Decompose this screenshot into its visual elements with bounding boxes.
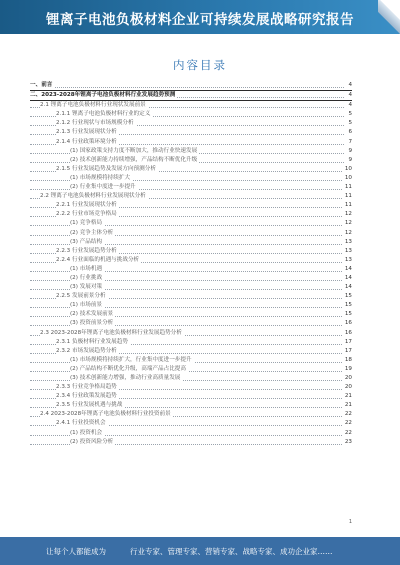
toc-entry-title: (2) 竞争主体分析 — [70, 229, 114, 236]
toc-entry[interactable] — [30, 383, 352, 392]
toc-entry[interactable] — [30, 401, 352, 410]
toc-entry-page: 5 — [346, 110, 352, 119]
toc-entry[interactable] — [30, 301, 352, 310]
toc-entry-page: 12 — [343, 219, 352, 228]
toc-entry-page: 4 — [346, 101, 352, 110]
toc-entry[interactable] — [30, 374, 352, 383]
toc-entry[interactable] — [30, 128, 352, 137]
toc-entry[interactable] — [30, 81, 352, 91]
toc-entry-title: 2.2.3 行业发展趋势分析 — [56, 247, 117, 254]
toc-entry-title: 2.3 2023-2028年锂离子电池负极材料行业发展趋势分析 — [40, 329, 182, 336]
toc-entry-title: 2.3.2 市场发展趋势分析 — [56, 347, 117, 354]
toc-entry-page: 9 — [346, 147, 352, 156]
toc-entry-title: (3) 投资前景分析 — [70, 320, 114, 327]
toc-entry-page: 11 — [343, 201, 352, 210]
toc-entry[interactable] — [30, 338, 352, 347]
toc-entry-page: 10 — [343, 174, 352, 183]
toc-entry[interactable] — [30, 210, 352, 219]
toc-entry-title: 二、2023-2028年锂离子电池负极材料行业发展趋势预测 — [30, 92, 176, 99]
toc-entry-page: 15 — [343, 310, 352, 319]
toc-entry-page: 12 — [343, 229, 352, 238]
toc-entry-page: 14 — [343, 283, 352, 292]
toc-entry[interactable] — [30, 265, 352, 274]
toc-entry-page: 19 — [343, 365, 352, 374]
toc-entry[interactable] — [30, 192, 352, 201]
toc-entry[interactable] — [30, 419, 352, 428]
toc-entry[interactable] — [30, 256, 352, 265]
toc-entry-title: (1) 投资机会 — [70, 429, 103, 436]
toc-entry-title: 2.3.1 负极材料行业发展趋势 — [56, 338, 128, 345]
toc-entry-page: 12 — [343, 210, 352, 219]
toc-entry[interactable] — [30, 219, 352, 228]
toc-entry-page: 13 — [343, 247, 352, 256]
toc-entry-page: 11 — [343, 192, 352, 201]
toc-entry[interactable] — [30, 101, 352, 110]
toc-entry-page: 15 — [343, 292, 352, 301]
toc-entry-title: 2.3.3 行业竞争格局趋势 — [56, 384, 117, 391]
toc-entry-title: (2) 技术发展前景 — [70, 311, 114, 318]
toc-entry[interactable] — [30, 319, 352, 328]
table-of-contents — [30, 81, 352, 447]
toc-entry[interactable] — [30, 110, 352, 119]
toc-entry-title: 2.3.4 行业政策发展趋势 — [56, 393, 117, 400]
toc-entry-title: 2.1.4 行业政策环境分析 — [56, 138, 117, 145]
toc-entry-title: 2.1.3 行业发展现状分析 — [56, 129, 117, 136]
toc-entry[interactable] — [30, 329, 352, 338]
toc-entry-title: (1) 市场机遇 — [70, 265, 103, 272]
toc-entry-title: 2.2.1 行业发展现状分析 — [56, 202, 117, 209]
toc-entry-title: (1) 国家政策支持力度不断加大，推动行业快速发展 — [70, 147, 198, 154]
toc-entry-page: 11 — [343, 183, 352, 192]
page-number: 1 — [348, 519, 352, 525]
toc-entry[interactable] — [30, 392, 352, 401]
toc-entry-title: 2.1.5 行业发展趋势及发展方向预测分析 — [56, 165, 156, 172]
toc-entry-title: 2.1 锂离子电池负极材料行业现状发展前景 — [40, 102, 146, 109]
toc-entry[interactable] — [30, 438, 352, 447]
toc-entry-title: (2) 产品结构不断优化升级，高端产品占比提高 — [70, 365, 186, 372]
toc-entry[interactable] — [30, 119, 352, 128]
toc-entry-title: 2.2.4 行业面临的机遇与挑战分析 — [56, 256, 140, 263]
footer-slogan: 让每个人都能成为 — [46, 547, 106, 556]
toc-entry-page: 21 — [343, 392, 352, 401]
footer-tagline: 行业专家、管理专家、营销专家、战略专家、成功企业家…… — [130, 547, 333, 556]
toc-entry-title: (2) 技术创新能力持续增强，产品结构不断优化升级 — [70, 156, 198, 163]
toc-entry-title: (1) 市场规模将持续扩大，行业集中度进一步提升 — [70, 356, 192, 363]
toc-entry-page: 7 — [346, 138, 352, 147]
toc-entry-title: 2.2.2 行业市场竞争格局 — [56, 211, 117, 218]
toc-entry-title: (1) 市场前景 — [70, 302, 103, 309]
header-banner — [0, 0, 400, 34]
toc-entry[interactable] — [30, 165, 352, 174]
toc-entry-page: 16 — [343, 329, 352, 338]
toc-entry-page: 17 — [343, 338, 352, 347]
toc-entry-page: 4 — [346, 81, 352, 90]
toc-entry[interactable] — [30, 138, 352, 147]
toc-entry-page: 20 — [343, 383, 352, 392]
toc-entry[interactable] — [30, 356, 352, 365]
toc-entry-page: 5 — [346, 119, 352, 128]
toc-entry-page: 6 — [346, 128, 352, 137]
toc-entry-page: 4 — [346, 91, 352, 100]
toc-entry-page: 14 — [343, 274, 352, 283]
toc-entry-title: (1) 市场规模将持续扩大 — [70, 174, 131, 181]
page-corner-curl — [378, 0, 400, 34]
toc-entry[interactable] — [30, 156, 352, 165]
toc-entry-title: (2) 行业集中度进一步提升 — [70, 184, 136, 191]
toc-entry[interactable] — [30, 274, 352, 283]
toc-entry-title: (2) 投资风险分析 — [70, 438, 114, 445]
toc-entry-title: (1) 竞争格局 — [70, 220, 103, 227]
report-title: 锂离子电池负极材料企业可持续发展战略研究报告 — [46, 12, 354, 28]
toc-entry-page: 18 — [343, 356, 352, 365]
toc-entry[interactable] — [30, 238, 352, 247]
toc-entry[interactable] — [30, 147, 352, 156]
toc-entry[interactable] — [30, 310, 352, 319]
toc-entry-page: 13 — [343, 238, 352, 247]
toc-entry-title: 2.1.2 行业现状与市场规模分析 — [56, 120, 134, 127]
toc-entry-page: 13 — [343, 256, 352, 265]
toc-entry-page: 21 — [343, 401, 352, 410]
toc-entry[interactable] — [30, 410, 352, 419]
toc-entry[interactable] — [30, 365, 352, 374]
toc-entry[interactable] — [30, 347, 352, 356]
toc-entry-title: 2.4 2023-2028年锂离子电池负极材料行业投资前景 — [40, 411, 171, 418]
toc-entry-page: 22 — [343, 429, 352, 438]
toc-entry-title: (2) 行业挑战 — [70, 274, 103, 281]
toc-entry[interactable] — [30, 283, 352, 292]
toc-entry-title: 一、前言 — [30, 82, 53, 88]
toc-entry[interactable] — [30, 174, 352, 183]
toc-entry-page: 15 — [343, 301, 352, 310]
toc-entry-page: 14 — [343, 265, 352, 274]
toc-entry-title: (3) 技术创新能力增强，推动行业高质量发展 — [70, 375, 181, 381]
toc-entry-title: 2.1.1 锂离子电池负极材料行业的定义 — [56, 111, 151, 118]
toc-entry[interactable] — [30, 201, 352, 210]
toc-entry-title: 2.4.1 行业投资机会 — [56, 420, 106, 427]
toc-entry-title: (3) 发展对策 — [70, 284, 103, 291]
footer-bar — [0, 537, 400, 565]
toc-entry-page: 22 — [343, 410, 352, 419]
toc-entry[interactable] — [30, 183, 352, 192]
toc-entry-page: 10 — [343, 165, 352, 174]
toc-leader-dots — [30, 87, 344, 88]
toc-heading: 内容目录 — [173, 58, 227, 72]
toc-entry-title: (3) 产品结构 — [70, 238, 103, 245]
toc-entry-title: 2.3.5 行业发展机遇与挑战 — [56, 402, 123, 409]
toc-entry-page: 23 — [343, 438, 352, 447]
toc-entry-page: 9 — [346, 156, 352, 165]
toc-entry-page: 17 — [343, 347, 352, 356]
toc-entry-page: 22 — [343, 419, 352, 428]
toc-entry[interactable] — [30, 91, 352, 101]
toc-entry-page: 16 — [343, 319, 352, 328]
toc-entry[interactable] — [30, 247, 352, 256]
toc-entry-title: 2.2 锂离子电池负极材料行业发展现状分析 — [40, 193, 146, 200]
toc-entry[interactable] — [30, 429, 352, 438]
toc-entry-page: 20 — [343, 374, 352, 383]
toc-entry[interactable] — [30, 229, 352, 238]
toc-entry-title: 2.2.5 发展前景分析 — [56, 293, 106, 300]
toc-entry[interactable] — [30, 292, 352, 301]
